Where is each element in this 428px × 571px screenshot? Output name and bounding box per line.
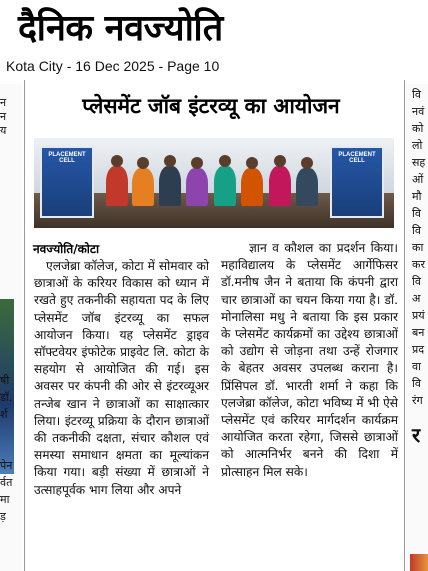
photo-person — [186, 168, 208, 206]
left-fragment: डॉ. — [0, 391, 13, 404]
edition-line: Kota City - 16 Dec 2025 - Page 10 — [6, 58, 220, 74]
right-fragment: वि — [412, 207, 421, 220]
right-fragment: वि — [412, 224, 421, 237]
photo-person-head — [164, 155, 176, 167]
photo-person-head — [274, 155, 286, 167]
left-fragment: न — [0, 110, 7, 123]
left-fragment: र्श — [0, 408, 8, 421]
right-fragment: वि — [412, 275, 421, 288]
right-fragment: ओं — [412, 173, 424, 186]
photo-person — [241, 168, 263, 206]
article-body-column-2: ज्ञान व कौशल का प्रदर्शन किया। महाविद्यालय के प्लेसमेंट आर्गेफिसर डॉ.मनीष जैन ने बताया कि कंपनी द्वारा चार छात्राओं का चयन किया गया है। डॉ. मोनालिसा मधु ने बताया कि इस प्रकार के प्लेसमेंट कार्यक्रमों का उद्देश्य छात्राओं को उद्योग से जोड़ना तथा उन्हें रोजगार के बेहतर अवसर उपलब्ध कराना है। प्रिंसिपल डॉ. भारती शर्मा ने कहा कि एलजेब्रा कॉलेज, कोटा भविष्य में भी ऐसे प्लेसमेंट एवं करियर मार्गदर्शन कार्यक्रम आयोजित करता रहेगा, जिससे छात्राओं को आत्मनिर्भर बनने की दिशा में प्रोत्साहन मिल सके। — [221, 241, 398, 479]
right-fragment: नवं — [412, 105, 425, 118]
right-fragment: सह — [412, 156, 426, 169]
banner-text: PLACEMENT CELL — [48, 152, 86, 164]
placement-banner-right — [330, 146, 384, 218]
article-byline: नवज्योति/कोटा — [33, 242, 100, 256]
photo-person — [269, 166, 291, 206]
photo-person — [296, 168, 318, 206]
right-fragment: प्रयं — [412, 309, 425, 322]
photo-person — [159, 166, 181, 206]
right-fragment: बन — [412, 326, 425, 339]
adjacent-article-left — [0, 84, 22, 571]
column-rule-right — [404, 80, 405, 571]
right-fragment: अ — [412, 292, 421, 305]
banner-text: PLACEMENT CELL — [338, 152, 376, 164]
column-rule-left — [24, 80, 25, 571]
right-fragment: का — [412, 241, 424, 254]
photo-person-head — [301, 157, 313, 169]
photo-person — [132, 168, 154, 206]
masthead-title: दैनिक नवज्योति — [18, 8, 223, 49]
right-fragment: र — [412, 423, 421, 447]
article-photo — [34, 138, 394, 228]
article-headline: प्लेसमेंट जॉब इंटरव्यू का आयोजन — [82, 94, 340, 118]
right-fragment: प्रद — [412, 343, 425, 356]
placement-banner-left — [40, 146, 94, 218]
photo-person — [106, 166, 128, 206]
left-fragment: पेन — [0, 459, 13, 472]
left-fragment: र्वत — [0, 476, 13, 489]
photo-person-head — [191, 157, 203, 169]
right-fragment: मौ — [412, 190, 422, 203]
adjacent-photo-right — [410, 554, 428, 571]
photo-person-head — [246, 157, 258, 169]
left-fragment: न — [0, 96, 7, 109]
photo-person — [214, 166, 236, 206]
right-fragment: कर — [412, 258, 425, 271]
left-fragment: य — [0, 124, 7, 137]
adjacent-article-right — [406, 84, 428, 571]
left-fragment: षी — [0, 374, 10, 387]
left-fragment: मा — [0, 493, 10, 506]
photo-person-head — [137, 157, 149, 169]
right-fragment: वि — [412, 88, 421, 101]
left-fragment: ड़ — [0, 510, 6, 523]
right-fragment: को — [412, 122, 424, 135]
right-fragment: वि — [412, 377, 421, 390]
right-fragment: वा — [412, 360, 421, 373]
right-fragment: लो — [412, 139, 423, 152]
right-fragment: रंग — [412, 394, 423, 407]
article-body-column-1: एलजेब्रा कॉलेज, कोटा में सोमवार को छात्राओं के करियर विकास को ध्यान में रखते हुए तकनीकी सहायता पद के लिए प्लेसमेंट जॉब इंटरव्यू का सफल आयोजन किया। यह प्लेसमेंट ड्राइव सॉफ्टवेयर इंफोटेक प्राइवेट लि. कोटा के सहयोग से आयोजित की गई। इस अवसर पर कंपनी की ओर से इंटरव्यूअर तन्जेब खान ने छात्राओं का साक्षात्कार लिया। इंटरव्यू प्रक्रिया के दौरान छात्राओं की तकनीकी दक्षता, संचार कौशल एवं समस्या समाधान क्षमता का मूल्यांकन किया गया। बड़ी संख्या में छात्राओं ने उत्साहपूर्वक भाग लिया और अपने — [34, 259, 209, 497]
photo-person-head — [219, 155, 231, 167]
photo-person-head — [111, 155, 123, 167]
